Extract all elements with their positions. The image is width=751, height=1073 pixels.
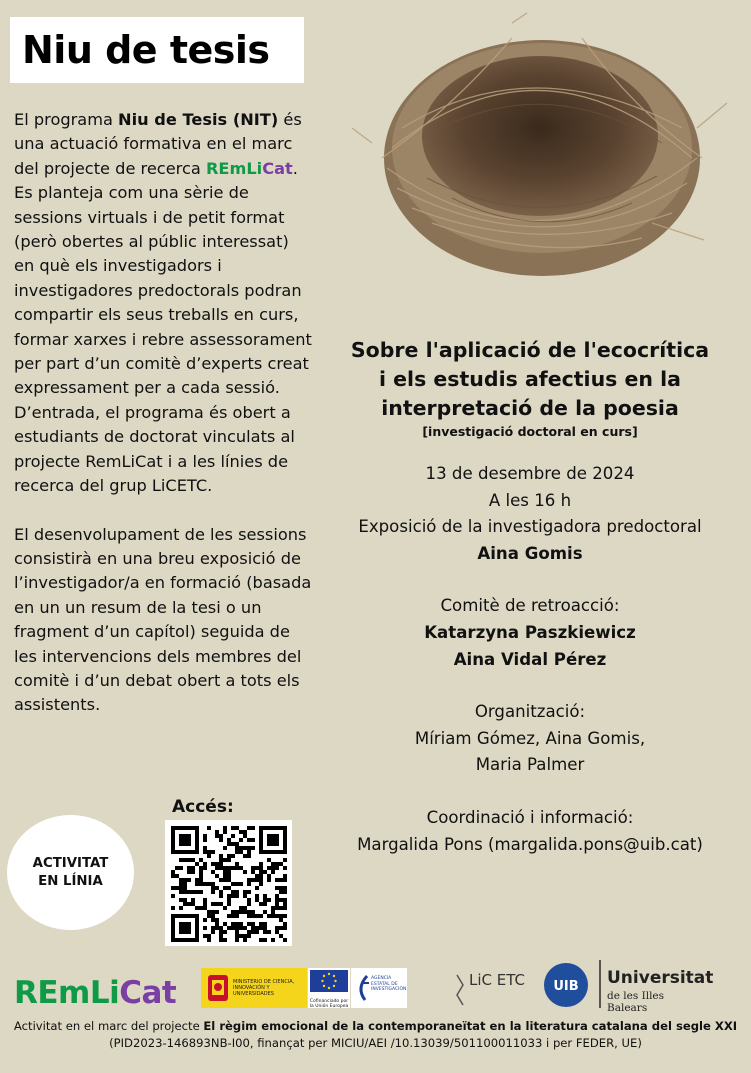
intro-paragraph-2: El desenvolupament de les sessions consistirà en una breu exposició de l’investigador/a en formació (basada en un un resum de la tesi o un fragment d’un capítol) seguida de les intervencions dels membres del comitè i d’un debat obert a tots els assistents. (14, 524, 312, 715)
talk-title: Sobre l'aplicació de l'ecocrítica i els estudis afectius en la interpretació de la poesia (350, 338, 710, 420)
coordination-label: Coordinació i informació: (426, 807, 634, 827)
presenter-name: Aina Gomis (477, 543, 583, 563)
uib-logo: UIB Universitat de les Illes Balears (541, 960, 701, 1010)
ministerio-logo: MINISTERIO DE CIENCIA, INNOVACIÓN Y UNIVERSIDADES (201, 968, 307, 1008)
event-time: A les 16 h (488, 490, 572, 510)
organizers: Míriam Gómez, Aina Gomis, (414, 728, 646, 748)
aei-logo: AGENCIA ESTATAL DE INVESTIGACIÓN (351, 968, 407, 1008)
exposition-label: Exposició de la investigadora predoctoral (358, 517, 702, 537)
online-activity-badge: ACTIVITAT EN LÍNIA (7, 815, 134, 930)
coordination-contact[interactable]: Margalida Pons (margalida.pons@uib.cat) (357, 834, 703, 854)
aei-mark-icon (353, 973, 373, 1003)
footer-text: Activitat en el marc del projecte El règim emocional de la contemporaneïtat en la literatura catalana del segle XXI (PID2023-146893NB-I00, finançat per MICIU/AEI /10.13039/501100011033 i per FEDER, UE) (13, 1019, 738, 1050)
page-title: Niu de tesis (22, 28, 270, 72)
bird-nest-image (352, 8, 732, 283)
spain-coat-icon (204, 971, 232, 1005)
intro-text (14, 108, 314, 718)
uib-badge-icon (541, 960, 591, 1010)
svg-text:UIB: UIB (553, 979, 579, 994)
committee-member: Katarzyna Paszkiewicz (424, 622, 636, 642)
licetc-logo (455, 965, 526, 1009)
event-details (330, 461, 730, 858)
committee-label: Comitè de retroacció: (440, 596, 620, 616)
organizers: Maria Palmer (475, 755, 585, 775)
title-box (10, 17, 304, 83)
eu-logo: Cofinanciado por la Unión Europea (308, 968, 350, 1008)
talk-info (330, 336, 730, 884)
eu-flag-icon (308, 968, 350, 994)
event-date: 13 de desembre de 2024 (425, 464, 635, 483)
committee-member: Aina Vidal Pérez (453, 649, 607, 669)
access-qr-code[interactable] (165, 820, 292, 946)
logo-bar (0, 960, 751, 1015)
remlicat-logo: REmLiCat (14, 975, 177, 1011)
access-label: Accés: (172, 797, 234, 817)
talk-subtitle: [investigació doctoral en curs] (422, 424, 638, 439)
svg-text:LiC ETC: LiC ETC (469, 971, 526, 989)
organization-label: Organització: (474, 702, 586, 722)
intro-paragraph-1: El programa Niu de Tesis (NIT) és una actuació formativa en el marc del projecte de recerca REmLiCat. Es planteja com una sèrie de sessions virtuals i de petit format (però obertes al públic interessat) en què els investigadors i investigadores predoctorals podran compartir els seus treballs en curs, formar xarxes i rebre assessorament per part d’un comitè d’experts creat expressament per a cada sessió. D’entrada, el programa és obert a estudiants de doctorat vinculats al projecte RemLiCat i a les línies de recerca del grup LiCETC. (14, 110, 312, 496)
